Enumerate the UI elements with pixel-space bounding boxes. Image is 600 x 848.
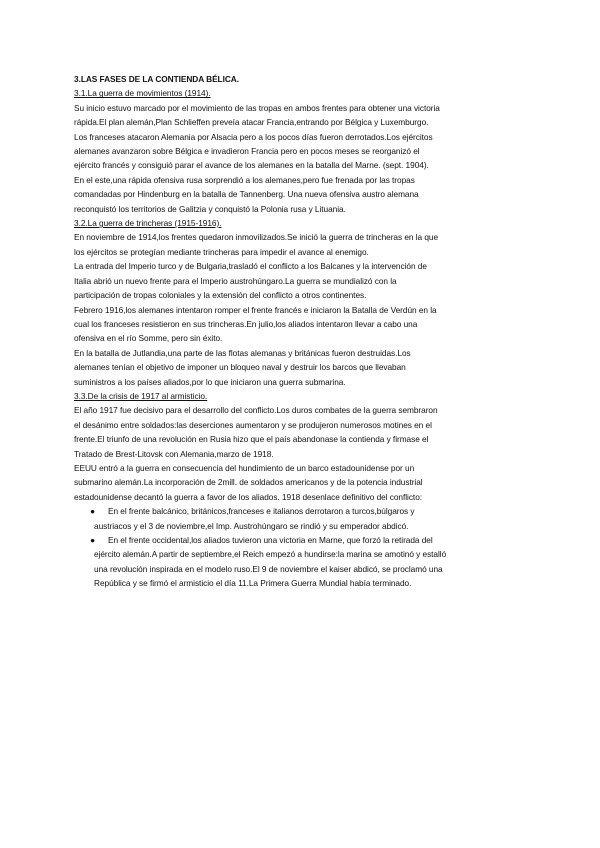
text-line: En la batalla de Jutlandia,una parte de las flotas alemanas y británicas fueron destruidas.Los <box>74 347 411 358</box>
text-line: Febrero 1916,los alemanes intentaron romper el frente francés e iniciaron la Batalla de Verdún en la <box>74 304 437 315</box>
text-line: cual los franceses resistieron en sus trincheras.En julio,los aliados intentaron llevar a cabo una <box>74 318 418 329</box>
section-body-3-1 <box>74 101 540 216</box>
text-line: estadounidense decantó la guerra a favor de los aliados. 1918 desenlace definitivo del conflicto: <box>74 491 423 502</box>
text-line: El año 1917 fue decisivo para el desarrollo del conflicto.Los duros combates de la guerra sembraron <box>74 405 438 416</box>
section-heading-3-1: 3.1.La guerra de movimientos (1914). <box>74 88 211 99</box>
text-line: alemanes tenían el objetivo de imponer un bloqueo naval y destruir los barcos que llevaban <box>74 362 406 373</box>
bullet-list <box>74 504 540 590</box>
bullet-dot-icon: ● <box>90 535 95 545</box>
document-title: 3.LAS FASES DE LA CONTIENDA BÉLICA. <box>74 74 239 84</box>
text-line: rápida.El plan alemán,Plan Schlieffen preveía atacar Francia,entrando por Bélgica y Luxemburgo. <box>74 117 429 128</box>
text-line: En noviembre de 1914,los frentes quedaron inmovilizados.Se inició la guerra de trincheras en la que <box>74 232 439 243</box>
text-line: austriacos y el 3 de noviembre,el Imp. Austrohúngaro se rindió y su emperador abdicó. <box>94 520 409 531</box>
text-line: participación de tropas coloniales y la extensión del conflicto a otros continentes. <box>74 290 367 301</box>
text-line: En el este,una rápida ofensiva rusa sorprendió a los alemanes,pero fue frenada por las tropas <box>74 174 415 185</box>
text-line: frente.El triunfo de una revolución en Rusia hizo que el país abandonase la contienda y firmase el <box>74 434 429 445</box>
text-line: el desánimo entre soldados:las deserciones aumentaron y se produjeron numerosos motines en el <box>74 419 432 430</box>
text-line: ejército francés y consiguió parar el avance de los alemanes en la batalla del Marne. (sept. 1904). <box>74 160 429 171</box>
text-line: Italia abrió un nuevo frente para el Imperio austrohúngaro.La guerra se mundializó con la <box>74 275 397 286</box>
text-line: los ejércitos se protegían mediante trincheras para impedir el avance al enemigo. <box>74 246 369 257</box>
text-line: La entrada del Imperio turco y de Bulgaria,trasladó el conflicto a los Balcanes y la intervención de <box>74 261 427 272</box>
text-line: EEUU entró a la guerra en consecuencia del hundimiento de un barco estadounidense por un <box>74 462 415 473</box>
text-line: Su inicio estuvo marcado por el movimiento de las tropas en ambos frentes para obtener una victoria <box>74 102 440 113</box>
text-line: submarino alemán.La incorporación de 2mill. de soldados americanos y de la potencia industrial <box>74 477 423 488</box>
text-line: ofensiva en el río Somme, pero sin éxito. <box>74 333 223 344</box>
text-line: ejército alemán.A partir de septiembre,el Reich empezó a hundirse:la marina se amotinó y estalló <box>94 549 447 560</box>
text-line: Tratado de Brest-Litovsk con Alemania,marzo de 1918. <box>74 448 274 459</box>
text-line: En el frente occidental,los aliados tuvieron una victoria en Marne, que forzó la retirada del <box>108 535 433 545</box>
text-line: Los franceses atacaron Alemania por Alsacia pero a los pocos días fueron derrotados.Los ejércitos <box>74 131 433 142</box>
text-line: comandadas por Hindenburg en la batalla de Tannenberg. Una nueva ofensiva austro alemana <box>74 189 419 200</box>
text-line: suministros a los países aliados,por lo que iniciaron una guerra submarina. <box>74 376 346 387</box>
text-line: reconquistó los territorios de Galitzia y conquistó la Polonia rusa y Lituania. <box>74 203 346 214</box>
text-line: alemanes avanzaron sobre Bélgica e invadieron Francia pero en pocos meses se reorganizó el <box>74 146 420 157</box>
section-heading-3-3: 3.3.De la crisis de 1917 al armisticio. <box>74 390 208 401</box>
section-body-3-3 <box>74 403 540 504</box>
bullet-dot-icon: ● <box>90 506 95 517</box>
bullet-item-western-front <box>74 533 540 591</box>
section-heading-3-2: 3.2.La guerra de trincheras (1915-1916). <box>74 218 222 229</box>
text-line: una revolución inspirada en el modelo ruso.El 9 de noviembre el kaiser abdicó, se proclamó una <box>94 563 443 574</box>
text-line: República y se firmó el armisticio el día 11.La Primera Guerra Mundial había terminado. <box>94 578 412 589</box>
section-body-3-2 <box>74 230 540 388</box>
bullet-item-balkan-front <box>74 504 540 533</box>
text-line: En el frente balcánico, británicos,franceses e italianos derrotaron a turcos,búlgaros y <box>108 506 415 517</box>
